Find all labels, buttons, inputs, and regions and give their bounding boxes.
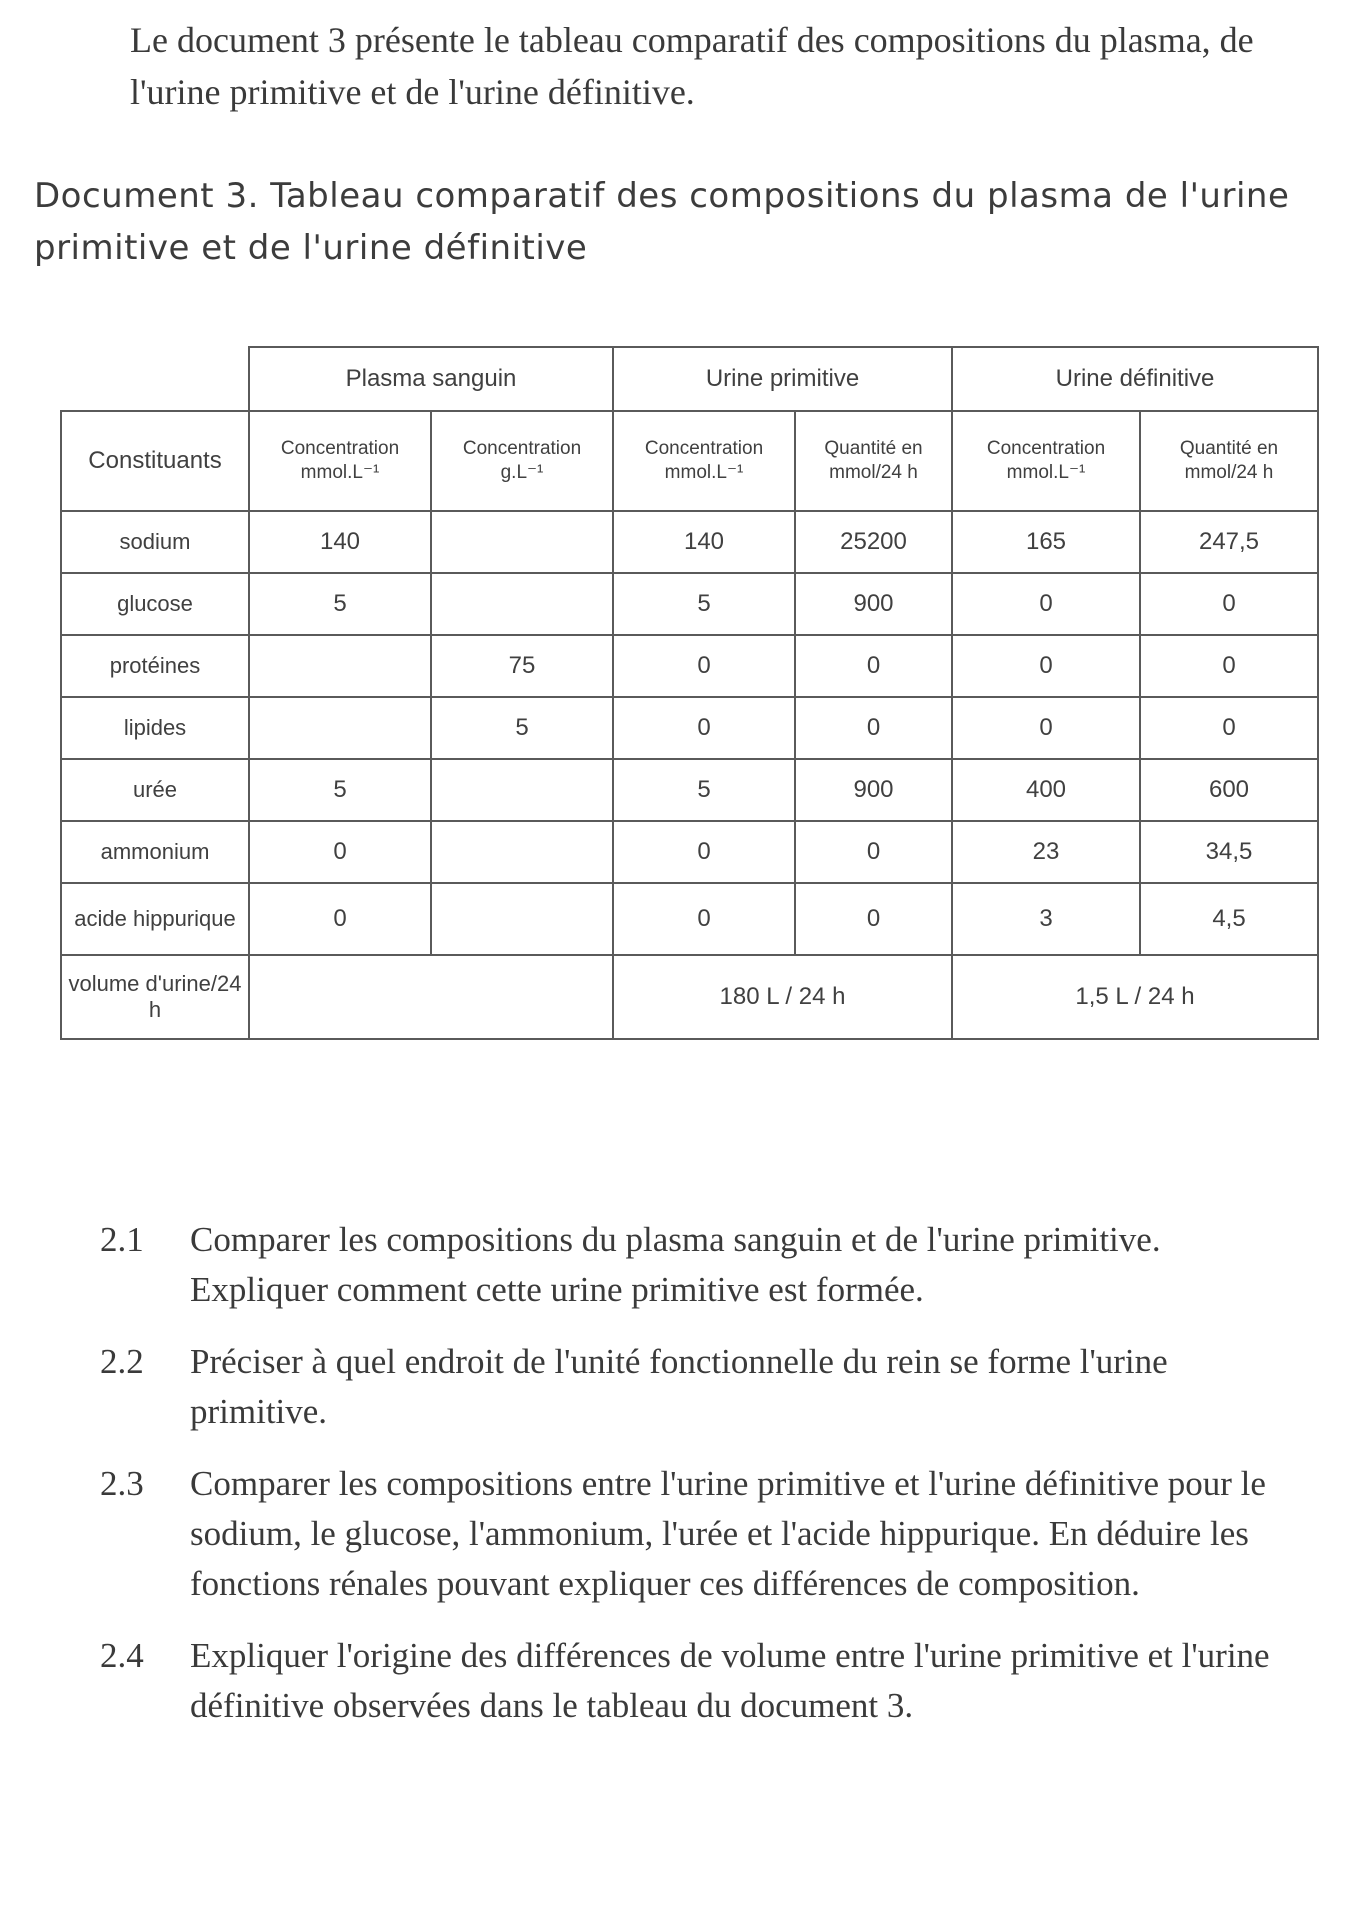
- table-cell: 34,5: [1140, 821, 1318, 883]
- question-text: Comparer les compositions du plasma sanguin et de l'urine primitive. Expliquer comment cette urine primitive est formée.: [190, 1220, 1161, 1309]
- constituants-header: Constituants: [61, 411, 249, 511]
- table-cell: 0: [249, 821, 431, 883]
- table-cell: 0: [795, 883, 952, 955]
- group-header-plasma: Plasma sanguin: [249, 347, 613, 411]
- table-cell: [249, 697, 431, 759]
- question-number: 2.1: [100, 1220, 144, 1259]
- table-cell: [431, 883, 613, 955]
- table-cell: 25200: [795, 511, 952, 573]
- table-cell: 600: [1140, 759, 1318, 821]
- subheader-definitive-quantity: Quantité en mmol/24 h: [1140, 411, 1318, 511]
- table-cell: 75: [431, 635, 613, 697]
- table-cell: 0: [613, 821, 795, 883]
- volume-primitive-cell: 180 L / 24 h: [613, 955, 952, 1039]
- volume-plasma-cell: [249, 955, 613, 1039]
- table-cell: 0: [795, 635, 952, 697]
- table-cell: 0: [795, 821, 952, 883]
- table-row: [61, 883, 1318, 955]
- table-cell: [431, 511, 613, 573]
- table-cell: 0: [1140, 697, 1318, 759]
- question-item: [100, 1215, 1280, 1315]
- volume-row: [61, 955, 1318, 1039]
- subheader-plasma-concentration-g: Concentration g.L⁻¹: [431, 411, 613, 511]
- table-cell: 0: [952, 697, 1140, 759]
- table-cell: 5: [431, 697, 613, 759]
- table-cell: 0: [613, 883, 795, 955]
- row-label: lipides: [61, 697, 249, 759]
- table-cell: 140: [249, 511, 431, 573]
- table-cell: 0: [1140, 635, 1318, 697]
- row-label: acide hippurique: [61, 883, 249, 955]
- table-cell: 5: [249, 759, 431, 821]
- question-number: 2.2: [100, 1342, 144, 1381]
- volume-definitive-cell: 1,5 L / 24 h: [952, 955, 1318, 1039]
- row-label: sodium: [61, 511, 249, 573]
- table-cell: 247,5: [1140, 511, 1318, 573]
- subheader-primitive-concentration: Concentration mmol.L⁻¹: [613, 411, 795, 511]
- table-cell: 0: [952, 573, 1140, 635]
- question-item: [100, 1337, 1280, 1437]
- table-cell: 165: [952, 511, 1140, 573]
- group-header-urine-definitive: Urine définitive: [952, 347, 1318, 411]
- table-row: [61, 697, 1318, 759]
- table-cell: 400: [952, 759, 1140, 821]
- composition-table: [60, 346, 1319, 1040]
- table-cell: [431, 759, 613, 821]
- document-title: [34, 170, 1334, 274]
- subheader-plasma-concentration-mmol: Concentration mmol.L⁻¹: [249, 411, 431, 511]
- table-cell: [431, 573, 613, 635]
- subheader-primitive-quantity: Quantité en mmol/24 h: [795, 411, 952, 511]
- table-cell: 0: [1140, 573, 1318, 635]
- row-label: urée: [61, 759, 249, 821]
- question-text: Comparer les compositions entre l'urine primitive et l'urine définitive pour le sodium, le glucose, l'ammonium, l'urée et l'acide hippurique. En déduire les fonctions rénales pouvant expliquer ces différences de composition.: [190, 1464, 1266, 1603]
- subheader-definitive-concentration: Concentration mmol.L⁻¹: [952, 411, 1140, 511]
- question-text: Expliquer l'origine des différences de volume entre l'urine primitive et l'urine définitive observées dans le tableau du document 3.: [190, 1636, 1270, 1725]
- table-cell: 5: [613, 759, 795, 821]
- table-cell: 0: [249, 883, 431, 955]
- empty-corner-cell: [61, 347, 249, 411]
- table-row: [61, 511, 1318, 573]
- table-row: [61, 821, 1318, 883]
- table-cell: [431, 821, 613, 883]
- question-number: 2.3: [100, 1464, 144, 1503]
- table-cell: [249, 635, 431, 697]
- table-row: [61, 573, 1318, 635]
- table-cell: 0: [613, 697, 795, 759]
- row-label: glucose: [61, 573, 249, 635]
- question-item: [100, 1631, 1280, 1731]
- table-cell: 23: [952, 821, 1140, 883]
- row-label: ammonium: [61, 821, 249, 883]
- table-cell: 900: [795, 759, 952, 821]
- table-cell: 0: [952, 635, 1140, 697]
- table-cell: 3: [952, 883, 1140, 955]
- intro-paragraph: Le document 3 présente le tableau comparatif des compositions du plasma, de l'urine primitive et de l'urine définitive.: [130, 20, 1254, 112]
- table-cell: 5: [249, 573, 431, 635]
- document-title-text: Tableau comparatif des compositions du plasma de l'urine primitive et de l'urine définitive: [34, 176, 1290, 268]
- question-text: Préciser à quel endroit de l'unité fonctionnelle du rein se forme l'urine primitive.: [190, 1342, 1168, 1431]
- table-row: [61, 759, 1318, 821]
- table-cell: 0: [795, 697, 952, 759]
- table-row: [61, 635, 1318, 697]
- document-label: Document 3.: [34, 176, 259, 216]
- question-item: [100, 1459, 1280, 1609]
- table-cell: 0: [613, 635, 795, 697]
- question-list: [100, 1215, 1280, 1753]
- row-label: volume d'urine/24 h: [61, 955, 249, 1039]
- table-cell: 5: [613, 573, 795, 635]
- table-cell: 4,5: [1140, 883, 1318, 955]
- row-label: protéines: [61, 635, 249, 697]
- table-cell: 900: [795, 573, 952, 635]
- question-number: 2.4: [100, 1636, 144, 1675]
- group-header-urine-primitive: Urine primitive: [613, 347, 952, 411]
- table-cell: 140: [613, 511, 795, 573]
